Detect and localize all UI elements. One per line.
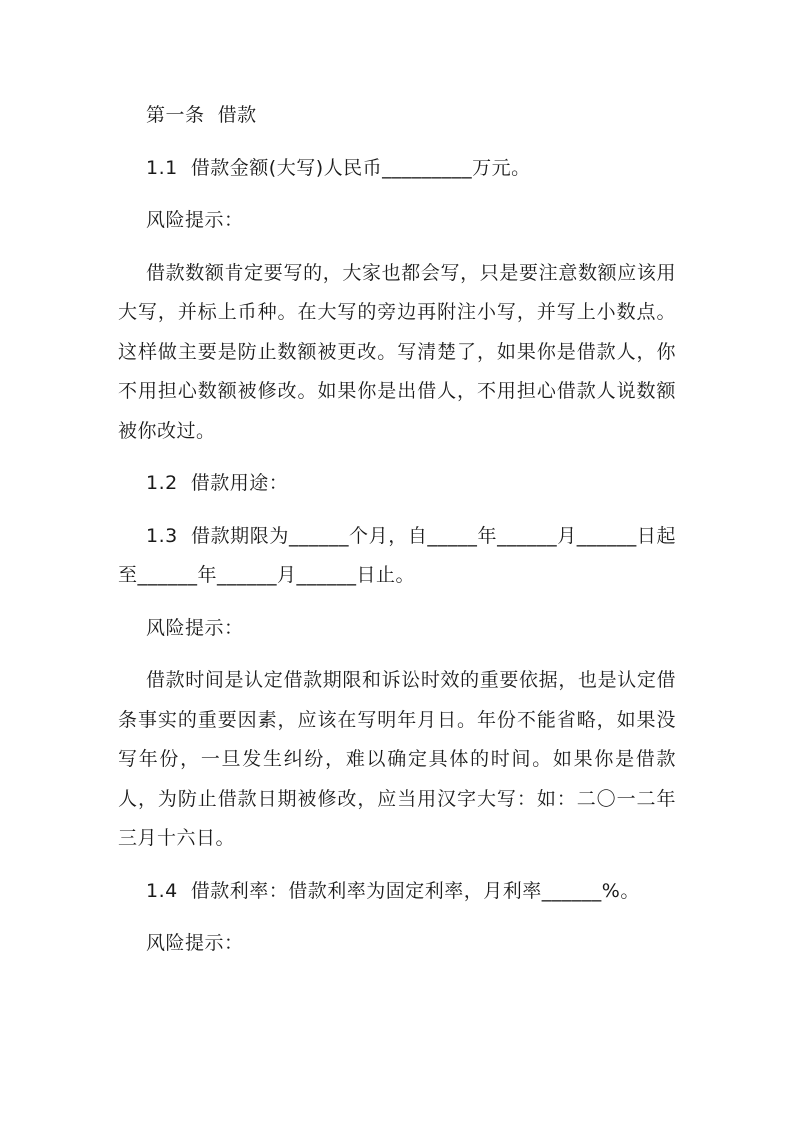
risk-label: 风险提示： bbox=[146, 616, 244, 639]
risk-text-loan-term: 借款时间是认定借款期限和诉讼时效的重要依据，也是认定借条事实的重要因素，应该在写明年月日。年份不能省略，如果没写年份，一旦发生纠纷，难以确定具体的时间。如果你是借款人，为防止借款日期被修改，应当用汉字大写：如：二〇一二年三月十六日。 bbox=[118, 669, 676, 849]
spacer bbox=[118, 451, 676, 464]
clause-1-2-loan-purpose: 1.2 借款用途： bbox=[146, 472, 289, 494]
document-body bbox=[118, 96, 676, 964]
spacer bbox=[118, 911, 676, 924]
risk-label: 风险提示： bbox=[146, 209, 244, 231]
clause-1-4-interest-rate: 1.4 借款利率：借款利率为固定利率，月利率______%。 bbox=[146, 879, 640, 902]
spacer bbox=[118, 241, 676, 254]
risk-text-loan-amount: 借款数额肯定要写的，大家也都会写，只是要注意数额应该用大写，并标上币种。在大写的旁边再附注小写，并写上小数点。这样做主要是防止数额被更改。写清楚了，如果你是借款人，你不用担心数额被修改。如果你是出借人，不用担心借款人说数额被你改过。 bbox=[118, 261, 676, 442]
spacer bbox=[118, 648, 676, 661]
spacer bbox=[118, 596, 676, 609]
risk-label: 风险提示： bbox=[146, 932, 244, 954]
article-heading: 第一条 借款 bbox=[146, 104, 257, 126]
spacer bbox=[118, 504, 676, 517]
clause-1-3-loan-term: 1.3 借款期限为______个月，自_____年______月______日起至______年______月______日止。 bbox=[118, 524, 676, 586]
clause-1-1-loan-amount: 1.1 借款金额(大写)人民币_________万元。 bbox=[146, 156, 531, 179]
spacer bbox=[118, 188, 676, 201]
spacer bbox=[118, 859, 676, 872]
spacer bbox=[118, 136, 676, 149]
